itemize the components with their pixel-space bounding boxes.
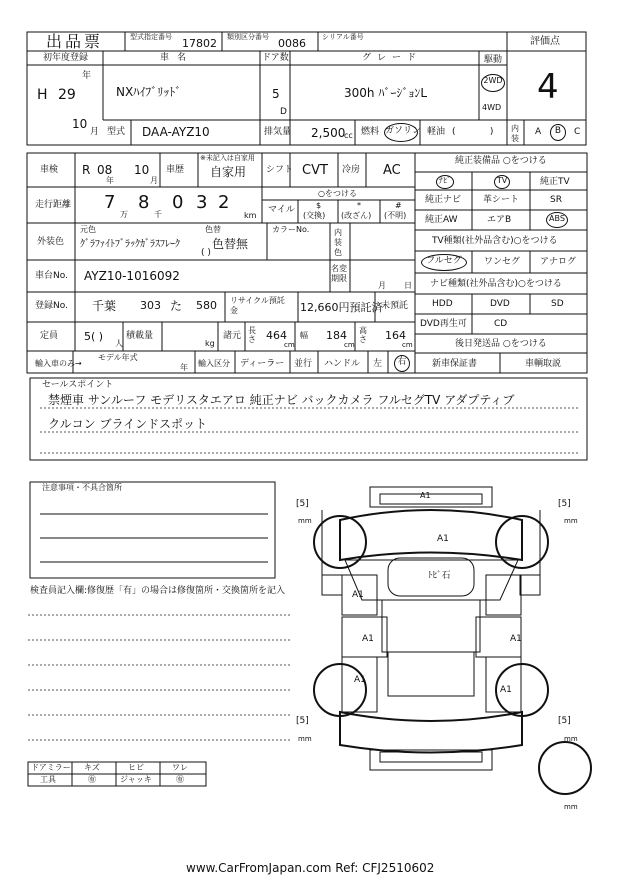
width-label: 幅 (300, 331, 308, 340)
reg-kana: た (170, 299, 183, 313)
inspector-label: 検査員記入欄:修復歴「有」の場合は修復箇所・交換箇所を記入 (30, 586, 286, 596)
shaken-month-unit: 月 (150, 176, 158, 185)
interior-b-circled: B (550, 124, 566, 141)
first-reg-label: 初年度登録 (43, 53, 89, 63)
doors-value: 5 (272, 87, 280, 101)
displacement-unit: cc (344, 131, 353, 140)
opt-tamper-sym: * (357, 201, 361, 210)
legend-jack-yes: ㊒ (176, 775, 184, 784)
later-manual: 車輌取説 (525, 359, 562, 369)
displacement-label: 排気量 (264, 127, 292, 137)
first-reg-era: H (37, 87, 48, 103)
option-leather: 革シート (483, 195, 520, 205)
displacement-value: 2,500 (311, 126, 346, 140)
interior-c: C (574, 127, 581, 137)
width-value: 184 (326, 329, 347, 342)
option-tv-circled: TV (494, 175, 510, 189)
shaken-month: 10 (134, 163, 150, 177)
tire-lf-mm: mm (298, 517, 312, 525)
type-no: 17802 (182, 37, 217, 50)
color-label: 外装色 (37, 237, 65, 247)
shaken-year-unit: 年 (106, 176, 114, 185)
import-kbn-label: 輸入区分 (198, 359, 230, 368)
legend-kizu: キズ (84, 763, 100, 772)
legend-jack: ジャッキ (120, 775, 152, 784)
load-unit: kg (205, 339, 215, 348)
name-change-label: 名変期限 (331, 264, 347, 283)
footer-watermark: www.CarFromJapan.com Ref: CFJ2510602 (186, 861, 435, 875)
mark-front-bumper: A1 (420, 491, 431, 500)
shaken-era: R (82, 163, 91, 177)
mark-left-fender: A1 (352, 590, 364, 600)
light-oil-label: 軽油 (427, 127, 446, 137)
option-airbag: エアB (487, 215, 512, 225)
recycle-label: リサイクル預託金 (230, 296, 285, 315)
mark-hood: A1 (437, 534, 449, 544)
mileage-label: 走行距離 (35, 200, 72, 210)
sales-label: セールスポイント (42, 380, 114, 390)
fuel-gasoline-circled: ガソリン (384, 123, 418, 142)
doors-label: ドア数 (262, 53, 289, 63)
paint-paren: ( ) (201, 248, 211, 258)
shift-label: シフト (266, 165, 294, 175)
paint-label: 色替 (205, 225, 221, 234)
mileage-circle-note: ○をつける (318, 189, 357, 198)
recycle-unpaid: 未預託 (381, 301, 409, 311)
handle-left: 左 (373, 359, 383, 369)
interior-a: A (535, 127, 542, 137)
serial-label: シリアル番号 (322, 33, 364, 41)
interior-label: 内装 (511, 124, 519, 143)
tire-rr-value: [5] (558, 716, 571, 726)
opt-unknown: (不明) (384, 211, 407, 220)
load-label: 積載量 (126, 331, 154, 341)
later-header: 後日発送品 ○をつける (455, 339, 547, 349)
model-value: DAA-AYZ10 (142, 125, 210, 139)
use-value: 自家用 (210, 165, 247, 179)
shaken-label: 車検 (40, 165, 59, 175)
drive-4wd: 4WD (482, 103, 502, 112)
option-genuine-tv: 純正TV (540, 177, 570, 187)
doors-type: D (280, 107, 287, 117)
car-name: NXﾊｲﾌﾞﾘｯﾄﾞ (116, 85, 182, 99)
car-diagram (314, 487, 591, 794)
registration-label: 登録No. (35, 301, 68, 311)
tire-lf-value: [5] (296, 499, 309, 509)
form-title: 出品票 (46, 32, 104, 51)
model-label: 型式 (107, 127, 126, 137)
option-genuine-navi: 純正ナビ (425, 195, 462, 205)
reg-number: 580 (196, 299, 217, 312)
mileage-unit-sen: 千 (154, 210, 162, 219)
length-unit: cm (284, 341, 295, 349)
legend-tools-yes: ㊒ (88, 775, 96, 784)
color-no-label: カラーNo. (272, 225, 310, 234)
interior-color-label: 内装色 (334, 228, 342, 257)
first-reg-month: 10 (72, 117, 88, 131)
mark-left-front-door: A1 (362, 634, 374, 644)
capacity-label: 定員 (40, 331, 59, 341)
tire-rr-mm: mm (564, 735, 578, 743)
shaken-year: 08 (97, 163, 113, 177)
model-year-unit: 年 (180, 363, 188, 372)
opt-exchange-sym: $ (316, 201, 322, 210)
car-name-label: 車名 (160, 53, 195, 63)
legend-hibi: ヒビ (128, 763, 144, 772)
drive-label: 駆動 (484, 55, 503, 65)
first-reg-year-unit: 年 (82, 71, 92, 81)
nav-dvd-play: DVD再生可 (420, 319, 467, 329)
capacity-unit: 人 (115, 339, 123, 348)
model-year-label: モデル年式 (98, 353, 138, 362)
import-dealer: ディーラー (240, 359, 285, 369)
handle-right-circled: 右 (394, 355, 410, 372)
notes-label: 注意事項・不具合箇所 (42, 483, 122, 492)
tv-oneseg: ワンセグ (484, 257, 521, 267)
height-label: 高さ (359, 326, 367, 344)
dim-label: 諸元 (223, 331, 242, 341)
tire-rf-mm: mm (564, 517, 578, 525)
type-no-label: 型式指定番号 (130, 33, 172, 41)
legend-ware: ワレ (172, 763, 188, 772)
legend-tools: 工具 (40, 775, 56, 784)
mileage-unit-man: 万 (120, 210, 128, 219)
reg-place: 千葉 (92, 299, 117, 313)
length-label: 長さ (248, 326, 256, 344)
shift-value: CVT (302, 163, 328, 178)
mileage-digit-4: 3 (196, 192, 208, 213)
chassis-label: 車台No. (35, 271, 68, 281)
tv-header: TV種類(社外品含む)○をつける (432, 236, 558, 246)
ac-value: AC (383, 163, 401, 178)
mileage-digit-2: 8 (138, 192, 150, 213)
opt-exchange: (交換) (303, 211, 326, 220)
use-note: ※未記入は自家用 (200, 154, 255, 162)
class-no: 0086 (278, 37, 306, 50)
nav-header: ナビ種類(社外品含む)○をつける (430, 279, 562, 289)
tire-rf-value: [5] (558, 499, 571, 509)
option-navi-circled: ﾅﾋﾞ (436, 175, 454, 189)
reg-class: 303 (140, 299, 161, 312)
nav-dvd: DVD (490, 299, 510, 309)
tv-analog: アナログ (540, 257, 577, 267)
class-no-label: 類別区分番号 (227, 33, 269, 41)
length-value: 464 (266, 329, 287, 342)
mileage-unit: km (244, 211, 257, 220)
height-unit: cm (402, 341, 413, 349)
capacity-value: 5( ) (84, 330, 104, 343)
recycle-value: 12,660円預託済 (300, 301, 383, 314)
tire-spare-mm: mm (564, 803, 578, 811)
orig-color-label: 元色 (80, 225, 96, 234)
option-sr: SR (550, 195, 562, 205)
width-unit: cm (344, 341, 355, 349)
chassis-value: AYZ10-1016092 (84, 269, 180, 283)
first-reg-year: 29 (58, 87, 76, 103)
tv-fullseg-circled: フルセグ (421, 254, 467, 271)
drive-2wd-circled: 2WD (481, 74, 505, 92)
mileage-digit-5: 2 (218, 192, 230, 213)
grade-label: グレード (362, 53, 423, 63)
name-change-month: 月 (378, 281, 386, 290)
option-genuine-aw: 純正AW (425, 215, 458, 225)
mile-label: マイル (268, 205, 295, 215)
paint-value: 色替無 (212, 237, 249, 251)
mileage-digit-1: 7 (104, 192, 116, 213)
tire-lr-mm: mm (298, 735, 312, 743)
height-value: 164 (385, 329, 406, 342)
mark-left-rear-door: A1 (354, 675, 366, 685)
equipment-header: 純正装備品 ○をつける (455, 156, 547, 166)
exterior-color: ｸﾞﾗﾌｧｲﾄﾌﾞﾗｯｸｶﾞﾗｽﾌﾚｰｸ (80, 239, 180, 250)
score-label: 評価点 (530, 36, 560, 47)
name-change-day: 日 (404, 281, 412, 290)
later-warranty: 新車保証書 (432, 359, 478, 369)
first-reg-month-unit: 月 (90, 127, 100, 137)
use-label: 車歴 (166, 165, 185, 175)
sales-line-1: 禁煙車 サンルーフ モデリスタエアロ 純正ナビ バックカメラ フルセグTV アダプティブ (48, 393, 515, 407)
fuel-other: ( ) (452, 127, 494, 137)
nav-hdd: HDD (432, 299, 453, 309)
opt-unknown-sym: # (395, 201, 402, 210)
option-abs-circled: ABS (546, 212, 568, 228)
import-label: 輸入車のみ→ (35, 359, 82, 368)
sales-line-2: クルコン ブラインドスポット (48, 417, 207, 431)
nav-cd: CD (494, 319, 508, 329)
legend-door-mirror: ドアミラー (31, 763, 71, 772)
handle-label: ハンドル (324, 359, 361, 369)
ac-label: 冷房 (342, 165, 361, 175)
grade-value: 300h ﾊﾞｰｼﾞｮﾝL (344, 86, 428, 100)
score-value: 4 (537, 67, 559, 107)
tire-lr-value: [5] (296, 716, 309, 726)
mileage-digit-3: 0 (172, 192, 184, 213)
nav-sd: SD (551, 299, 564, 309)
opt-tamper: (改ざん) (341, 211, 372, 220)
mark-right-rear: A1 (500, 685, 512, 695)
fuel-label: 燃料 (361, 127, 380, 137)
mark-right-front-door: A1 (510, 634, 522, 644)
import-parallel: 並行 (294, 359, 313, 369)
mark-windshield: ﾄﾋﾞ石 (428, 571, 451, 581)
